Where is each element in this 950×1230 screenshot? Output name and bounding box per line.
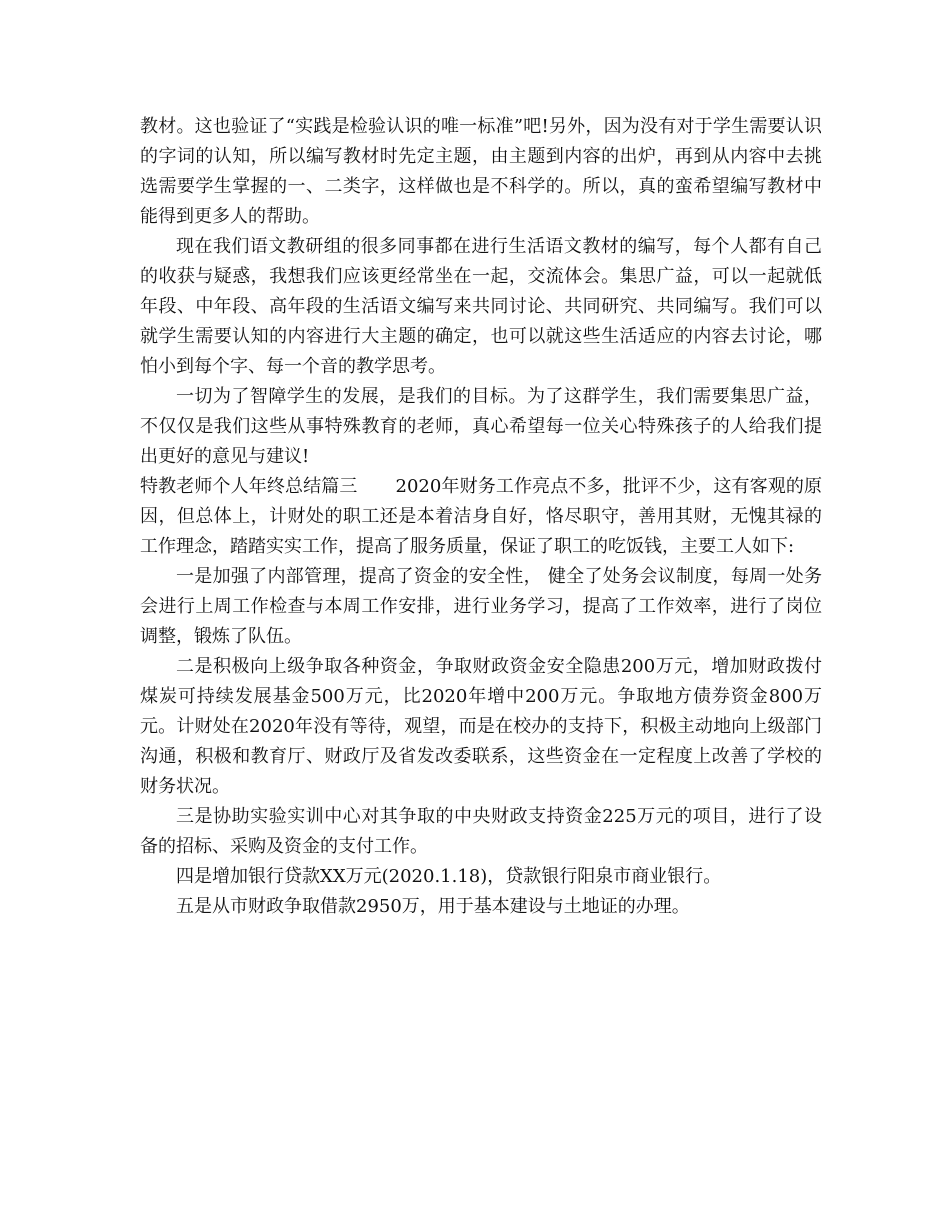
paragraph-7: 三是协助实验实训中心对其争取的中央财政支持资金225万元的项目，进行了设备的招标、采购及资金的支付工作。 — [140, 806, 822, 857]
paragraph-8: 四是增加银行贷款XX万元(2020.1.18)，贷款银行阳泉市商业银行。 — [176, 866, 722, 887]
paragraph-1: 教材。这也验证了“实践是检验认识的唯一标准”吧!另外，因为没有对于学生需要认识的字词的认知，所以编写教材时先定主题，由主题到内容的出炉，再到从内容中去挑选需要学生掌握的一、二类字，这样做也是不科学的。所以，真的蛮希望编写教材中能得到更多人的帮助。 — [140, 116, 822, 227]
paragraph-3: 一切为了智障学生的发展，是我们的目标。为了这群学生，我们需要集思广益，不仅仅是我们这些从事特殊教育的老师，真心希望每一位关心特殊孩子的人给我们提出更好的意见与建议! — [140, 386, 822, 467]
section-heading: 特教老师个人年终总结篇三 — [140, 476, 358, 497]
paragraph-2: 现在我们语文教研组的很多同事都在进行生活语文教材的编写，每个人都有自己的收获与疑惑，我想我们应该更经常坐在一起，交流体会。集思广益，可以一起就低年段、中年段、高年段的生活语文编写来共同讨论、共同研究、共同编写。我们可以就学生需要认知的内容进行大主题的确定，也可以就这些生活适应的内容去讨论，哪怕小到每个字、每一个音的教学思考。 — [140, 236, 822, 377]
paragraph-4 — [140, 472, 822, 562]
paragraph-5: 一是加强了内部管理，提高了资金的安全性， 健全了处务会议制度，每周一处务会进行上周工作检查与本周工作安排，进行业务学习，提高了工作效率，进行了岗位调整，锻炼了队伍。 — [140, 566, 822, 647]
paragraph-9: 五是从市财政争取借款2950万，用于基本建设与土地证的办理。 — [176, 896, 690, 917]
document-body — [140, 112, 822, 922]
section-intro-text: 2020年财务工作亮点不多，批评不少，这有客观的原因，但总体上，计财处的职工还是本着洁身自好，恪尽职守，善用其财，无愧其禄的工作理念，踏踏实实工作，提高了服务质量，保证了职工的吃饭钱，主要工人如下: — [140, 476, 823, 557]
paragraph-6: 二是积极向上级争取各种资金，争取财政资金安全隐患200万元，增加财政拨付煤炭可持续发展基金500万元，比2020年增中200万元。争取地方债券资金800万元。计财处在2020年没有等待，观望，而是在校办的支持下，积极主动地向上级部门沟通，积极和教育厅、财政厅及省发改委联系，这些资金在一定程度上改善了学校的财务状况。 — [140, 656, 822, 797]
